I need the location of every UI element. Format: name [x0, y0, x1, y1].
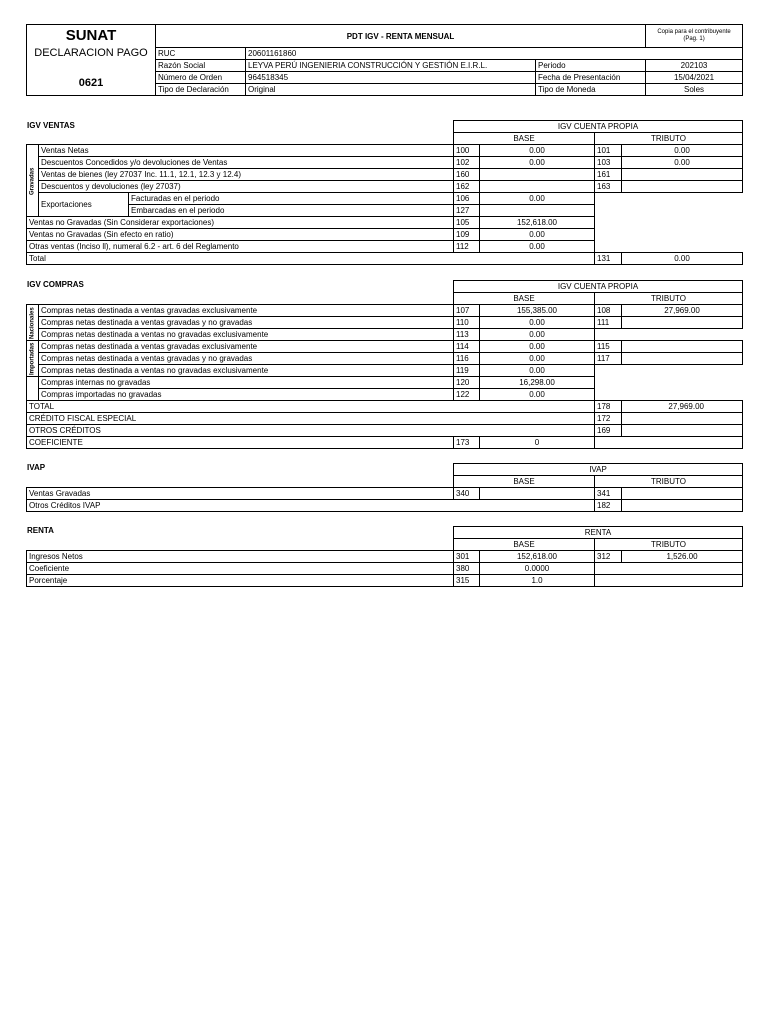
- igv-compras-title: IGV COMPRAS: [27, 280, 84, 289]
- table-row: [27, 181, 743, 193]
- table-row: [27, 551, 743, 563]
- row-base: 0.00: [480, 389, 595, 401]
- row-tributo: [622, 353, 743, 365]
- row-base: 0.00: [480, 329, 595, 341]
- table-row: [27, 437, 743, 449]
- row-base: 0.00: [480, 157, 595, 169]
- table-row: [27, 193, 743, 205]
- row-label: Compras netas destinada a ventas gravadas y no gravadas: [39, 317, 454, 329]
- igv-ventas-title: IGV VENTAS: [27, 121, 75, 130]
- row-label: Ventas no Gravadas (Sin Considerar exportaciones): [27, 217, 454, 229]
- table-row: [27, 365, 743, 377]
- row-base: [480, 169, 595, 181]
- total-row: [27, 253, 743, 265]
- renta-title: RENTA: [27, 526, 54, 535]
- row-code: 111: [595, 317, 622, 329]
- row-tributo: [622, 500, 743, 512]
- table-row: [27, 305, 743, 317]
- base-header: BASE: [454, 293, 595, 305]
- row-code: 102: [454, 157, 480, 169]
- tributo-header: TRIBUTO: [595, 539, 743, 551]
- row-label: Ventas Gravadas: [27, 488, 454, 500]
- igv-compras-table: [26, 280, 743, 449]
- row-code: 101: [595, 145, 622, 157]
- row-base: 0.00: [480, 145, 595, 157]
- row-label: Compras netas destinada a ventas no gravadas exclusivamente: [39, 329, 454, 341]
- brand: SUNAT: [27, 25, 156, 48]
- row-code: 315: [454, 575, 480, 587]
- periodo-value: 202103: [646, 60, 743, 72]
- moneda-label: Tipo de Moneda: [536, 84, 646, 96]
- table-row: [27, 157, 743, 169]
- row-code: 301: [454, 551, 480, 563]
- total-value: 0.00: [622, 253, 743, 265]
- table-row: [27, 205, 743, 217]
- coef-value: 0: [480, 437, 595, 449]
- row-tributo: 0.00: [622, 157, 743, 169]
- fecha-label: Fecha de Presentación: [536, 72, 646, 84]
- orden-label: Número de Orden: [156, 72, 246, 84]
- row-label: Compras internas no gravadas: [39, 377, 454, 389]
- row-code: 312: [595, 551, 622, 563]
- row-code: 119: [454, 365, 480, 377]
- total-value: 27,969.00: [622, 401, 743, 413]
- row-code: 107: [454, 305, 480, 317]
- base-header: BASE: [454, 476, 595, 488]
- table-row: [27, 229, 743, 241]
- row-code: 162: [454, 181, 480, 193]
- row-base: 16,298.00: [480, 377, 595, 389]
- row-code: 380: [454, 563, 480, 575]
- tributo-header: TRIBUTO: [595, 476, 743, 488]
- tributo-header: TRIBUTO: [595, 133, 743, 145]
- row-tributo: [622, 169, 743, 181]
- orden-value: 964518345: [246, 72, 536, 84]
- row-label: Ventas no Gravadas (Sin efecto en ratio): [27, 229, 454, 241]
- row-base: 152,618.00: [480, 217, 595, 229]
- table-row: [27, 500, 743, 512]
- tipo-decl-label: Tipo de Declaración: [156, 84, 246, 96]
- ruc-value: 20601161860: [246, 48, 743, 60]
- doc-title: DECLARACIÓN PAGO: [27, 48, 156, 72]
- row-code: 106: [454, 193, 480, 205]
- row-label: Compras netas destinada a ventas gravadas exclusivamente: [39, 305, 454, 317]
- total-label: TOTAL: [27, 401, 595, 413]
- otros-label: OTROS CRÉDITOS: [27, 425, 595, 437]
- table-row: [27, 389, 743, 401]
- row-tributo: 0.00: [622, 145, 743, 157]
- row-code: 160: [454, 169, 480, 181]
- row-code: 100: [454, 145, 480, 157]
- row-code: 108: [595, 305, 622, 317]
- row-label: Compras netas destinada a ventas gravadas y no gravadas: [39, 353, 454, 365]
- igv-ventas-group-header: IGV CUENTA PROPIA: [454, 121, 743, 133]
- row-base: [480, 181, 595, 193]
- row-label: Otras ventas (Inciso ll), numeral 6.2 - art. 6 del Reglamento: [27, 241, 454, 253]
- row-code: 114: [454, 341, 480, 353]
- row-tributo: [622, 181, 743, 193]
- credito-label: CRÉDITO FISCAL ESPECIAL: [27, 413, 595, 425]
- row-code: 127: [454, 205, 480, 217]
- row-code: 182: [595, 500, 622, 512]
- row-code: 112: [454, 241, 480, 253]
- row-label: Otros Créditos IVAP: [27, 500, 595, 512]
- coef-code: 173: [454, 437, 480, 449]
- row-tributo: [622, 317, 743, 329]
- table-row: [27, 317, 743, 329]
- total-code: 178: [595, 401, 622, 413]
- row-base: 0.00: [480, 193, 595, 205]
- header-table: [26, 24, 743, 96]
- table-row: [27, 341, 743, 353]
- coef-label: COEFICIENTE: [27, 437, 454, 449]
- periodo-label: Periodo: [536, 60, 646, 72]
- importadas-label: Importadas: [27, 341, 39, 377]
- credito-code: 172: [595, 413, 622, 425]
- total-row: [27, 401, 743, 413]
- row-code: 105: [454, 217, 480, 229]
- row-label: Compras netas destinada a ventas no gravadas exclusivamente: [39, 365, 454, 377]
- table-row: [27, 488, 743, 500]
- row-base: 0.00: [480, 229, 595, 241]
- row-base: 0.00: [480, 365, 595, 377]
- row-label: Compras netas destinada a ventas gravadas exclusivamente: [39, 341, 454, 353]
- igv-compras-group-header: IGV CUENTA PROPIA: [454, 281, 743, 293]
- table-row: [27, 329, 743, 341]
- otros-code: 169: [595, 425, 622, 437]
- row-code: 110: [454, 317, 480, 329]
- row-base: 0.00: [480, 241, 595, 253]
- row-base: 0.00: [480, 341, 595, 353]
- row-base: 0.00: [480, 317, 595, 329]
- table-row: [27, 353, 743, 365]
- row-base: 0.0000: [480, 563, 595, 575]
- row-label: Ventas de bienes (ley 27037 Inc. 11.1, 12.1, 12.3 y 12.4): [39, 169, 454, 181]
- renta-group-header: RENTA: [454, 527, 743, 539]
- row-code: 340: [454, 488, 480, 500]
- table-row: [27, 563, 743, 575]
- row-tributo: 27,969.00: [622, 305, 743, 317]
- ivap-title: IVAP: [27, 463, 46, 472]
- row-code: 116: [454, 353, 480, 365]
- row-label: Porcentaje: [27, 575, 454, 587]
- form-number: 0621: [27, 72, 156, 96]
- row-base: [480, 205, 595, 217]
- table-row: [27, 413, 743, 425]
- table-row: [27, 145, 743, 157]
- row-tributo: 1,526.00: [622, 551, 743, 563]
- gravadas-label: Gravadas: [27, 145, 39, 217]
- row-tributo: [622, 341, 743, 353]
- row-code: 120: [454, 377, 480, 389]
- renta-table: [26, 526, 743, 587]
- ruc-label: RUC: [156, 48, 246, 60]
- row-base: 152,618.00: [480, 551, 595, 563]
- row-label: Descuentos Concedidos y/o devoluciones de Ventas: [39, 157, 454, 169]
- row-label: Ingresos Netos: [27, 551, 454, 563]
- razon-label: Razón Social: [156, 60, 246, 72]
- table-row: [27, 575, 743, 587]
- table-row: [27, 217, 743, 229]
- tributo-header: TRIBUTO: [595, 293, 743, 305]
- row-base: 0.00: [480, 353, 595, 365]
- nacionales-label: Nacionales: [27, 305, 39, 341]
- base-header: BASE: [454, 539, 595, 551]
- moneda-value: Soles: [646, 84, 743, 96]
- total-label: Total: [27, 253, 595, 265]
- base-header: BASE: [454, 133, 595, 145]
- table-row: [27, 425, 743, 437]
- row-base: 155,385.00: [480, 305, 595, 317]
- row-label: Coeficiente: [27, 563, 454, 575]
- ivap-table: [26, 463, 743, 512]
- row-base: 1.0: [480, 575, 595, 587]
- table-row: [27, 377, 743, 389]
- igv-ventas-table: [26, 120, 743, 265]
- row-code: 109: [454, 229, 480, 241]
- row-label: Ventas Netas: [39, 145, 454, 157]
- row-label: Facturadas en el periodo: [129, 193, 454, 205]
- row-code: 341: [595, 488, 622, 500]
- row-code: 122: [454, 389, 480, 401]
- row-label: Compras importadas no gravadas: [39, 389, 454, 401]
- razon-value: LEYVA PERÚ INGENIERIA CONSTRUCCIÓN Y GESTIÓN E.I.R.L.: [246, 60, 536, 72]
- row-label: Embarcadas en el periodo: [129, 205, 454, 217]
- table-row: [27, 241, 743, 253]
- row-label: Descuentos y devoluciones (ley 27037): [39, 181, 454, 193]
- row-code: 103: [595, 157, 622, 169]
- exportaciones-label: Exportaciones: [39, 193, 129, 217]
- row-code: 117: [595, 353, 622, 365]
- row-code: 161: [595, 169, 622, 181]
- row-base: [480, 488, 595, 500]
- row-code: 113: [454, 329, 480, 341]
- copia-note: Copia para el contribuyente (Pag. 1): [646, 25, 743, 48]
- row-tributo: [622, 488, 743, 500]
- tipo-decl-value: Original: [246, 84, 536, 96]
- row-code: 163: [595, 181, 622, 193]
- table-row: [27, 169, 743, 181]
- fecha-value: 15/04/2021: [646, 72, 743, 84]
- row-code: 115: [595, 341, 622, 353]
- ivap-group-header: IVAP: [454, 464, 743, 476]
- total-code: 131: [595, 253, 622, 265]
- pdt-title: PDT IGV - RENTA MENSUAL: [156, 25, 646, 48]
